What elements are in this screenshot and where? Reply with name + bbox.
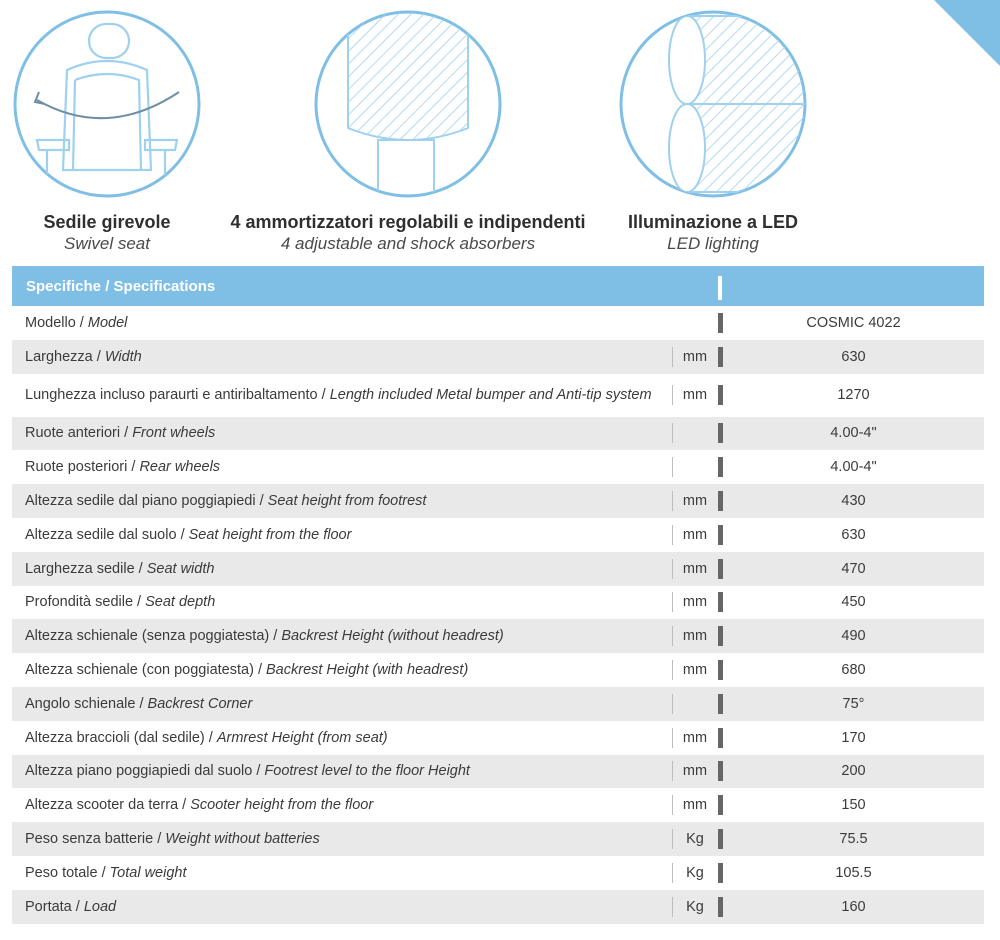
spec-unit-text: mm — [682, 628, 708, 645]
specifications-title: Specifiche / Specifications — [26, 278, 216, 295]
table-row — [12, 374, 984, 417]
spec-label — [12, 795, 672, 815]
spec-label-en: Seat depth — [145, 594, 216, 611]
unit-separator — [672, 761, 673, 781]
feature-swivel-seat — [4, 0, 210, 254]
feature-title-it: Sedile girevole — [43, 212, 171, 232]
spec-label-en: Backrest Height (with headrest) — [266, 662, 469, 679]
table-row — [12, 687, 984, 721]
spec-unit-text: mm — [682, 797, 708, 814]
table-row — [12, 340, 984, 374]
spec-value: 490 — [841, 628, 866, 645]
spec-label-en: Total weight — [109, 864, 187, 881]
table-row — [12, 653, 984, 687]
spec-unit-text: mm — [682, 594, 708, 611]
spec-unit-text: mm — [682, 387, 708, 404]
spec-value: 105.5 — [835, 864, 872, 881]
spec-unit — [672, 306, 718, 340]
spec-unit — [672, 721, 718, 755]
unit-separator — [672, 525, 673, 545]
spec-label — [12, 694, 672, 714]
table-row — [12, 822, 984, 856]
spec-label-it: Altezza schienale (con poggiatesta) / — [25, 662, 266, 679]
unit-separator — [672, 559, 673, 579]
spec-label-en: Width — [104, 348, 142, 365]
header-divider — [718, 276, 722, 300]
spec-unit — [672, 552, 718, 586]
spec-label-it: Altezza piano poggiapiedi dal suolo / — [25, 763, 265, 780]
spec-label-en: Backrest Corner — [147, 695, 253, 712]
spec-unit — [672, 518, 718, 552]
spec-unit — [672, 340, 718, 374]
spec-label-it: Profondità sedile / — [25, 594, 146, 611]
spec-label-it: Larghezza sedile / — [25, 560, 147, 577]
table-row — [12, 586, 984, 620]
spec-unit — [672, 687, 718, 721]
spec-label-en: Model — [87, 314, 128, 331]
table-row — [12, 755, 984, 789]
unit-separator — [672, 423, 673, 443]
spec-label — [12, 491, 672, 511]
table-row — [12, 306, 984, 340]
spec-unit-text: mm — [682, 729, 708, 746]
unit-separator — [672, 694, 673, 714]
spec-label — [12, 660, 672, 680]
spec-unit-text: Kg — [686, 898, 704, 915]
features-section — [0, 0, 1000, 265]
unit-separator — [672, 592, 673, 612]
spec-unit — [672, 484, 718, 518]
spec-value: 200 — [841, 763, 866, 780]
spec-label-it: Peso totale / — [25, 864, 110, 881]
spec-label — [12, 423, 672, 443]
feature-title-en: 4 adjustable and shock absorbers — [280, 234, 536, 253]
spec-value: 450 — [841, 594, 866, 611]
spec-unit — [672, 450, 718, 484]
spec-label — [12, 626, 672, 646]
spec-value: COSMIC 4022 — [806, 314, 901, 331]
led-lighting-icon — [615, 0, 811, 204]
spec-unit-text: mm — [682, 763, 708, 780]
spec-value: 470 — [841, 560, 866, 577]
spec-label-it: Altezza braccioli (dal sedile) / — [25, 729, 217, 746]
spec-unit-text: Kg — [686, 831, 704, 848]
spec-unit — [672, 755, 718, 789]
spec-label-en: Load — [83, 898, 117, 915]
unit-separator — [672, 385, 673, 405]
spec-unit — [672, 856, 718, 890]
table-row — [12, 518, 984, 552]
unit-separator — [672, 457, 673, 477]
spec-label — [12, 457, 672, 477]
spec-value: 4.00-4" — [830, 459, 877, 476]
spec-label — [12, 525, 672, 545]
unit-separator — [672, 897, 673, 917]
spec-label-it: Ruote anteriori / — [25, 425, 133, 442]
spec-unit — [672, 374, 718, 417]
spec-label — [12, 385, 672, 405]
spec-value: 430 — [841, 493, 866, 510]
spec-label-en: Footrest level to the floor Height — [264, 763, 470, 780]
spec-label-en: Armrest Height (from seat) — [216, 729, 388, 746]
spec-value: 75° — [842, 695, 865, 712]
spec-unit — [672, 890, 718, 924]
specifications-rows — [12, 306, 984, 924]
spec-label-en: Length included Metal bumper and Anti-tip system — [329, 387, 652, 404]
feature-title-en: Swivel seat — [64, 234, 150, 253]
spec-label — [12, 863, 672, 883]
feature-title-it: Illuminazione a LED — [627, 212, 799, 232]
spec-label-en: Seat width — [146, 560, 215, 577]
feature-shock-absorbers — [208, 0, 608, 254]
spec-label-en: Seat height from footrest — [267, 493, 427, 510]
spec-label-it: Lunghezza incluso paraurti e antiribaltamento / — [25, 387, 330, 404]
spec-value: 170 — [841, 729, 866, 746]
unit-separator — [672, 829, 673, 849]
spec-unit — [672, 586, 718, 620]
spec-label-en: Backrest Height (without headrest) — [281, 628, 504, 645]
spec-label — [12, 761, 672, 781]
spec-value: 160 — [841, 898, 866, 915]
unit-separator — [672, 347, 673, 367]
spec-label-it: Altezza schienale (senza poggiatesta) / — [25, 628, 282, 645]
spec-unit-text: mm — [682, 526, 708, 543]
spec-value: 150 — [841, 797, 866, 814]
spec-unit-text: mm — [682, 493, 708, 510]
spec-label-en: Seat height from the floor — [188, 526, 352, 543]
spec-unit — [672, 619, 718, 653]
table-row — [12, 788, 984, 822]
spec-label-it: Angolo schienale / — [25, 695, 148, 712]
spec-label — [12, 313, 672, 333]
spec-unit — [672, 653, 718, 687]
table-row — [12, 484, 984, 518]
spec-value: 630 — [841, 526, 866, 543]
table-row — [12, 417, 984, 451]
table-row — [12, 890, 984, 924]
spec-unit — [672, 417, 718, 451]
spec-value: 4.00-4" — [830, 425, 877, 442]
spec-label-it: Altezza scooter da terra / — [25, 797, 191, 814]
spec-label-it: Larghezza / — [25, 348, 105, 365]
spec-label — [12, 829, 672, 849]
feature-led-lighting — [610, 0, 816, 254]
spec-label-en: Scooter height from the floor — [190, 797, 374, 814]
unit-separator — [672, 728, 673, 748]
spec-value: 630 — [841, 348, 866, 365]
spec-label — [12, 728, 672, 748]
spec-label — [12, 559, 672, 579]
spec-label-it: Altezza sedile dal suolo / — [25, 526, 189, 543]
unit-separator — [672, 626, 673, 646]
unit-separator — [672, 491, 673, 511]
specifications-header — [12, 266, 984, 306]
spec-label — [12, 897, 672, 917]
spec-unit — [672, 788, 718, 822]
spec-label — [12, 592, 672, 612]
table-row — [12, 450, 984, 484]
spec-label-it: Portata / — [25, 898, 84, 915]
spec-unit-text: mm — [682, 348, 708, 365]
unit-separator — [672, 795, 673, 815]
spec-unit-text: mm — [682, 662, 708, 679]
table-row — [12, 856, 984, 890]
spec-label-en: Weight without batteries — [165, 831, 320, 848]
spec-label-it: Altezza sedile dal piano poggiapiedi / — [25, 493, 268, 510]
unit-separator — [672, 660, 673, 680]
spec-label-en: Rear wheels — [139, 459, 221, 476]
spec-value: 75.5 — [839, 831, 868, 848]
spec-value: 1270 — [837, 387, 870, 404]
spec-label — [12, 347, 672, 367]
table-row — [12, 552, 984, 586]
spec-unit-text: Kg — [686, 864, 704, 881]
spec-label-it: Peso senza batterie / — [25, 831, 166, 848]
shock-absorber-icon — [310, 0, 506, 204]
swivel-seat-icon — [9, 0, 205, 204]
spec-label-it: Ruote posteriori / — [25, 459, 140, 476]
spec-value: 680 — [841, 662, 866, 679]
spec-label-it: Modello / — [25, 314, 88, 331]
table-row — [12, 721, 984, 755]
feature-title-en: LED lighting — [667, 234, 759, 253]
spec-unit-text: mm — [682, 560, 708, 577]
spec-label-en: Front wheels — [132, 425, 216, 442]
feature-title-it: 4 ammortizzatori regolabili e indipendenti — [230, 212, 586, 232]
spec-unit — [672, 822, 718, 856]
unit-separator — [672, 863, 673, 883]
specifications-table — [12, 266, 984, 924]
table-row — [12, 619, 984, 653]
